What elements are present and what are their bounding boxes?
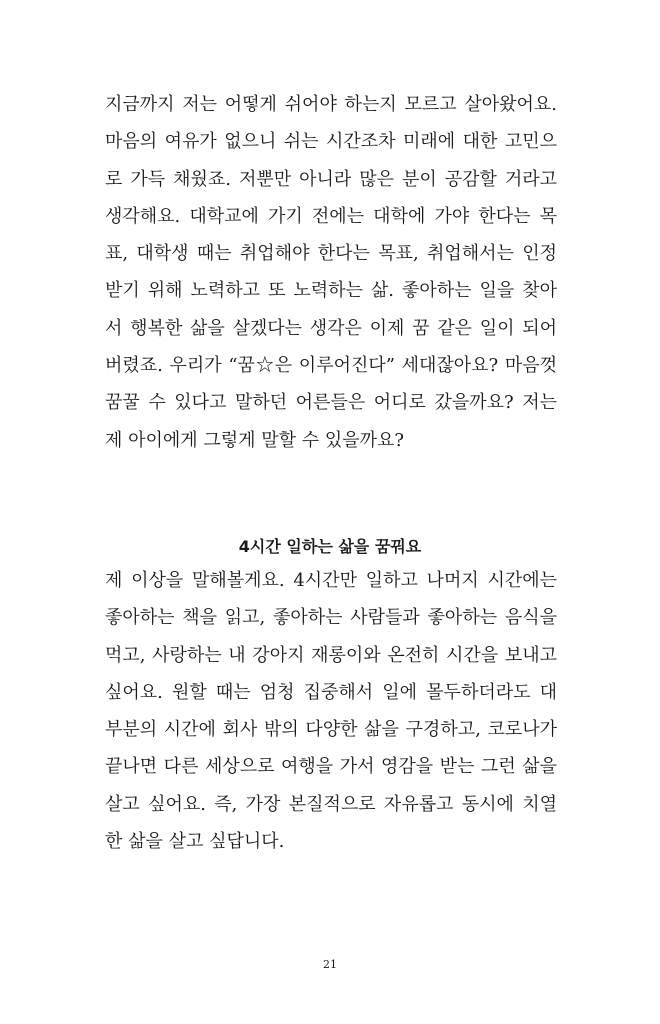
text-line: 생각해요. 대학교에 가기 전에는 대학에 가야 한다는 목 [105, 205, 557, 227]
text-line: 부분의 시간에 회사 밖의 다양한 삶을 구경하고, 코로나가 [105, 719, 557, 741]
text-line: 끝나면 다른 세상으로 여행을 가서 영감을 받는 그런 삶을 [105, 756, 557, 778]
text-line: 표, 대학생 때는 취업해야 한다는 목표, 취업해서는 인정 [105, 243, 557, 265]
text-line: 싶어요. 원할 때는 엄청 집중해서 일에 몰두하더라도 대 [105, 681, 557, 703]
text-line: 살고 싶어요. 즉, 가장 본질적으로 자유롭고 동시에 치열 [105, 793, 557, 815]
paragraph-2 [105, 562, 557, 860]
text-line: 한 삶을 살고 싶답니다. [105, 831, 285, 853]
section-heading: 4시간 일하는 삶을 꿈꿔요 [238, 537, 422, 556]
text-line: 로 가득 채웠죠. 저뿐만 아니라 많은 분이 공감할 거라고 [105, 168, 557, 190]
text-line: 지금까지 저는 어떻게 쉬어야 하는지 모르고 살아왔어요. [105, 94, 557, 115]
text-line: 마음의 여유가 없으니 쉬는 시간조차 미래에 대한 고민으 [105, 131, 557, 153]
page-number: 21 [323, 958, 337, 971]
text-line: 제 아이에게 그렇게 말할 수 있을까요? [105, 429, 405, 451]
text-line: 먹고, 사랑하는 내 강아지 재롱이와 온전히 시간을 보내고 [105, 644, 557, 666]
text-line: 받기 위해 노력하고 또 노력하는 삶. 좋아하는 일을 찾아 [105, 280, 557, 302]
text-line: 버렸죠. 우리가 “꿈☆은 이루어진다” 세대잖아요? 마음껏 [105, 355, 557, 377]
paragraph-1 [105, 86, 557, 459]
text-line: 제 이상을 말해볼게요. 4시간만 일하고 나머지 시간에는 [105, 570, 557, 591]
text-line: 서 행복한 삶을 살겠다는 생각은 이제 꿈 같은 일이 되어 [105, 317, 557, 339]
text-line: 꿈꿀 수 있다고 말하던 어른들은 어디로 갔을까요? 저는 [105, 392, 557, 414]
text-line: 좋아하는 책을 읽고, 좋아하는 사람들과 좋아하는 음식을 [105, 607, 557, 629]
